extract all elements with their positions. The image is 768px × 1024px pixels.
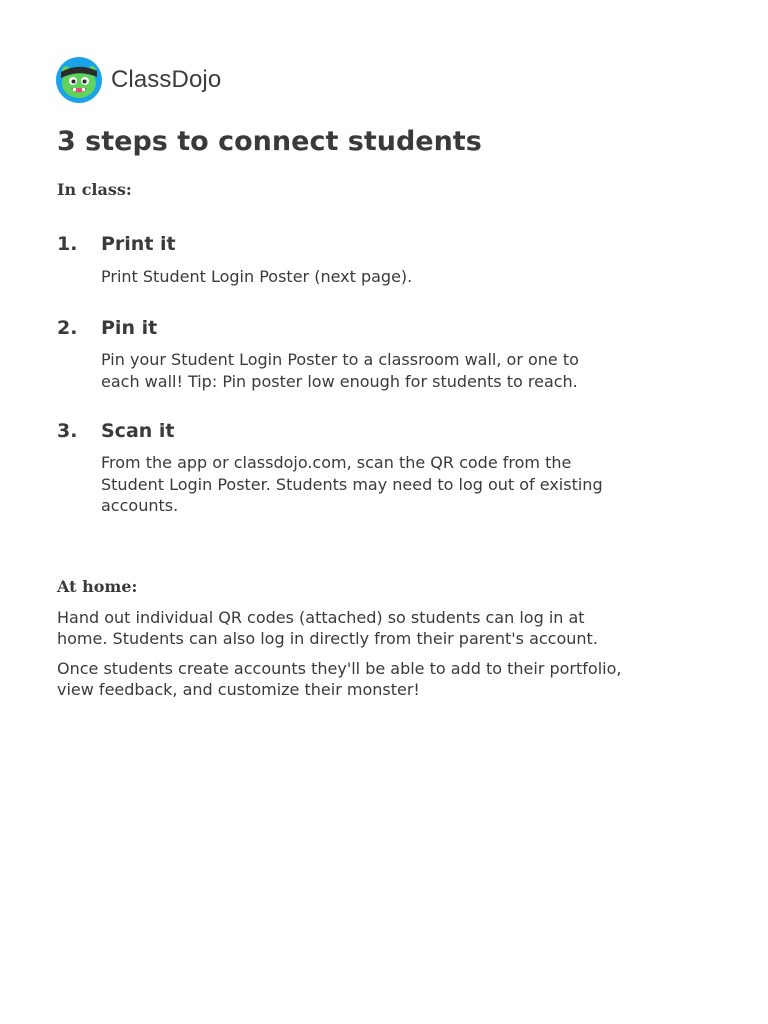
brand-header [56, 57, 221, 103]
paragraph-line: Hand out individual QR codes (attached) so students can log in at [57, 608, 585, 627]
step-body [101, 452, 681, 517]
step-title: Pin it [101, 317, 158, 339]
at-home-paragraph [57, 658, 677, 700]
step-body-line: Student Login Poster. Students may need to log out of existing [101, 474, 603, 494]
page-title: 3 steps to connect students [57, 126, 482, 157]
step-number: 3. [57, 420, 78, 442]
step-number: 2. [57, 317, 78, 339]
paragraph-line: view feedback, and customize their monster! [57, 680, 420, 699]
step-body-line: accounts. [101, 496, 179, 515]
at-home-label: At home: [57, 577, 138, 596]
step-number: 1. [57, 233, 78, 255]
step-body-line: Pin your Student Login Poster to a classroom wall, or one to [101, 350, 579, 369]
at-home-paragraph [57, 607, 677, 649]
classdojo-monster-icon [56, 57, 102, 103]
step-body [101, 349, 681, 392]
paragraph-line: home. Students can also log in directly from their parent's account. [57, 629, 598, 648]
step-body: Print Student Login Poster (next page). [101, 267, 413, 286]
step-title: Print it [101, 233, 176, 255]
step-body-line: each wall! Tip: Pin poster low enough for students to reach. [101, 371, 578, 391]
step-title: Scan it [101, 420, 175, 442]
step-body-line: From the app or classdojo.com, scan the QR code from the [101, 453, 572, 472]
brand-name: ClassDojo [111, 66, 222, 93]
paragraph-line: Once students create accounts they'll be able to add to their portfolio, [57, 659, 622, 678]
in-class-label: In class: [57, 180, 132, 199]
